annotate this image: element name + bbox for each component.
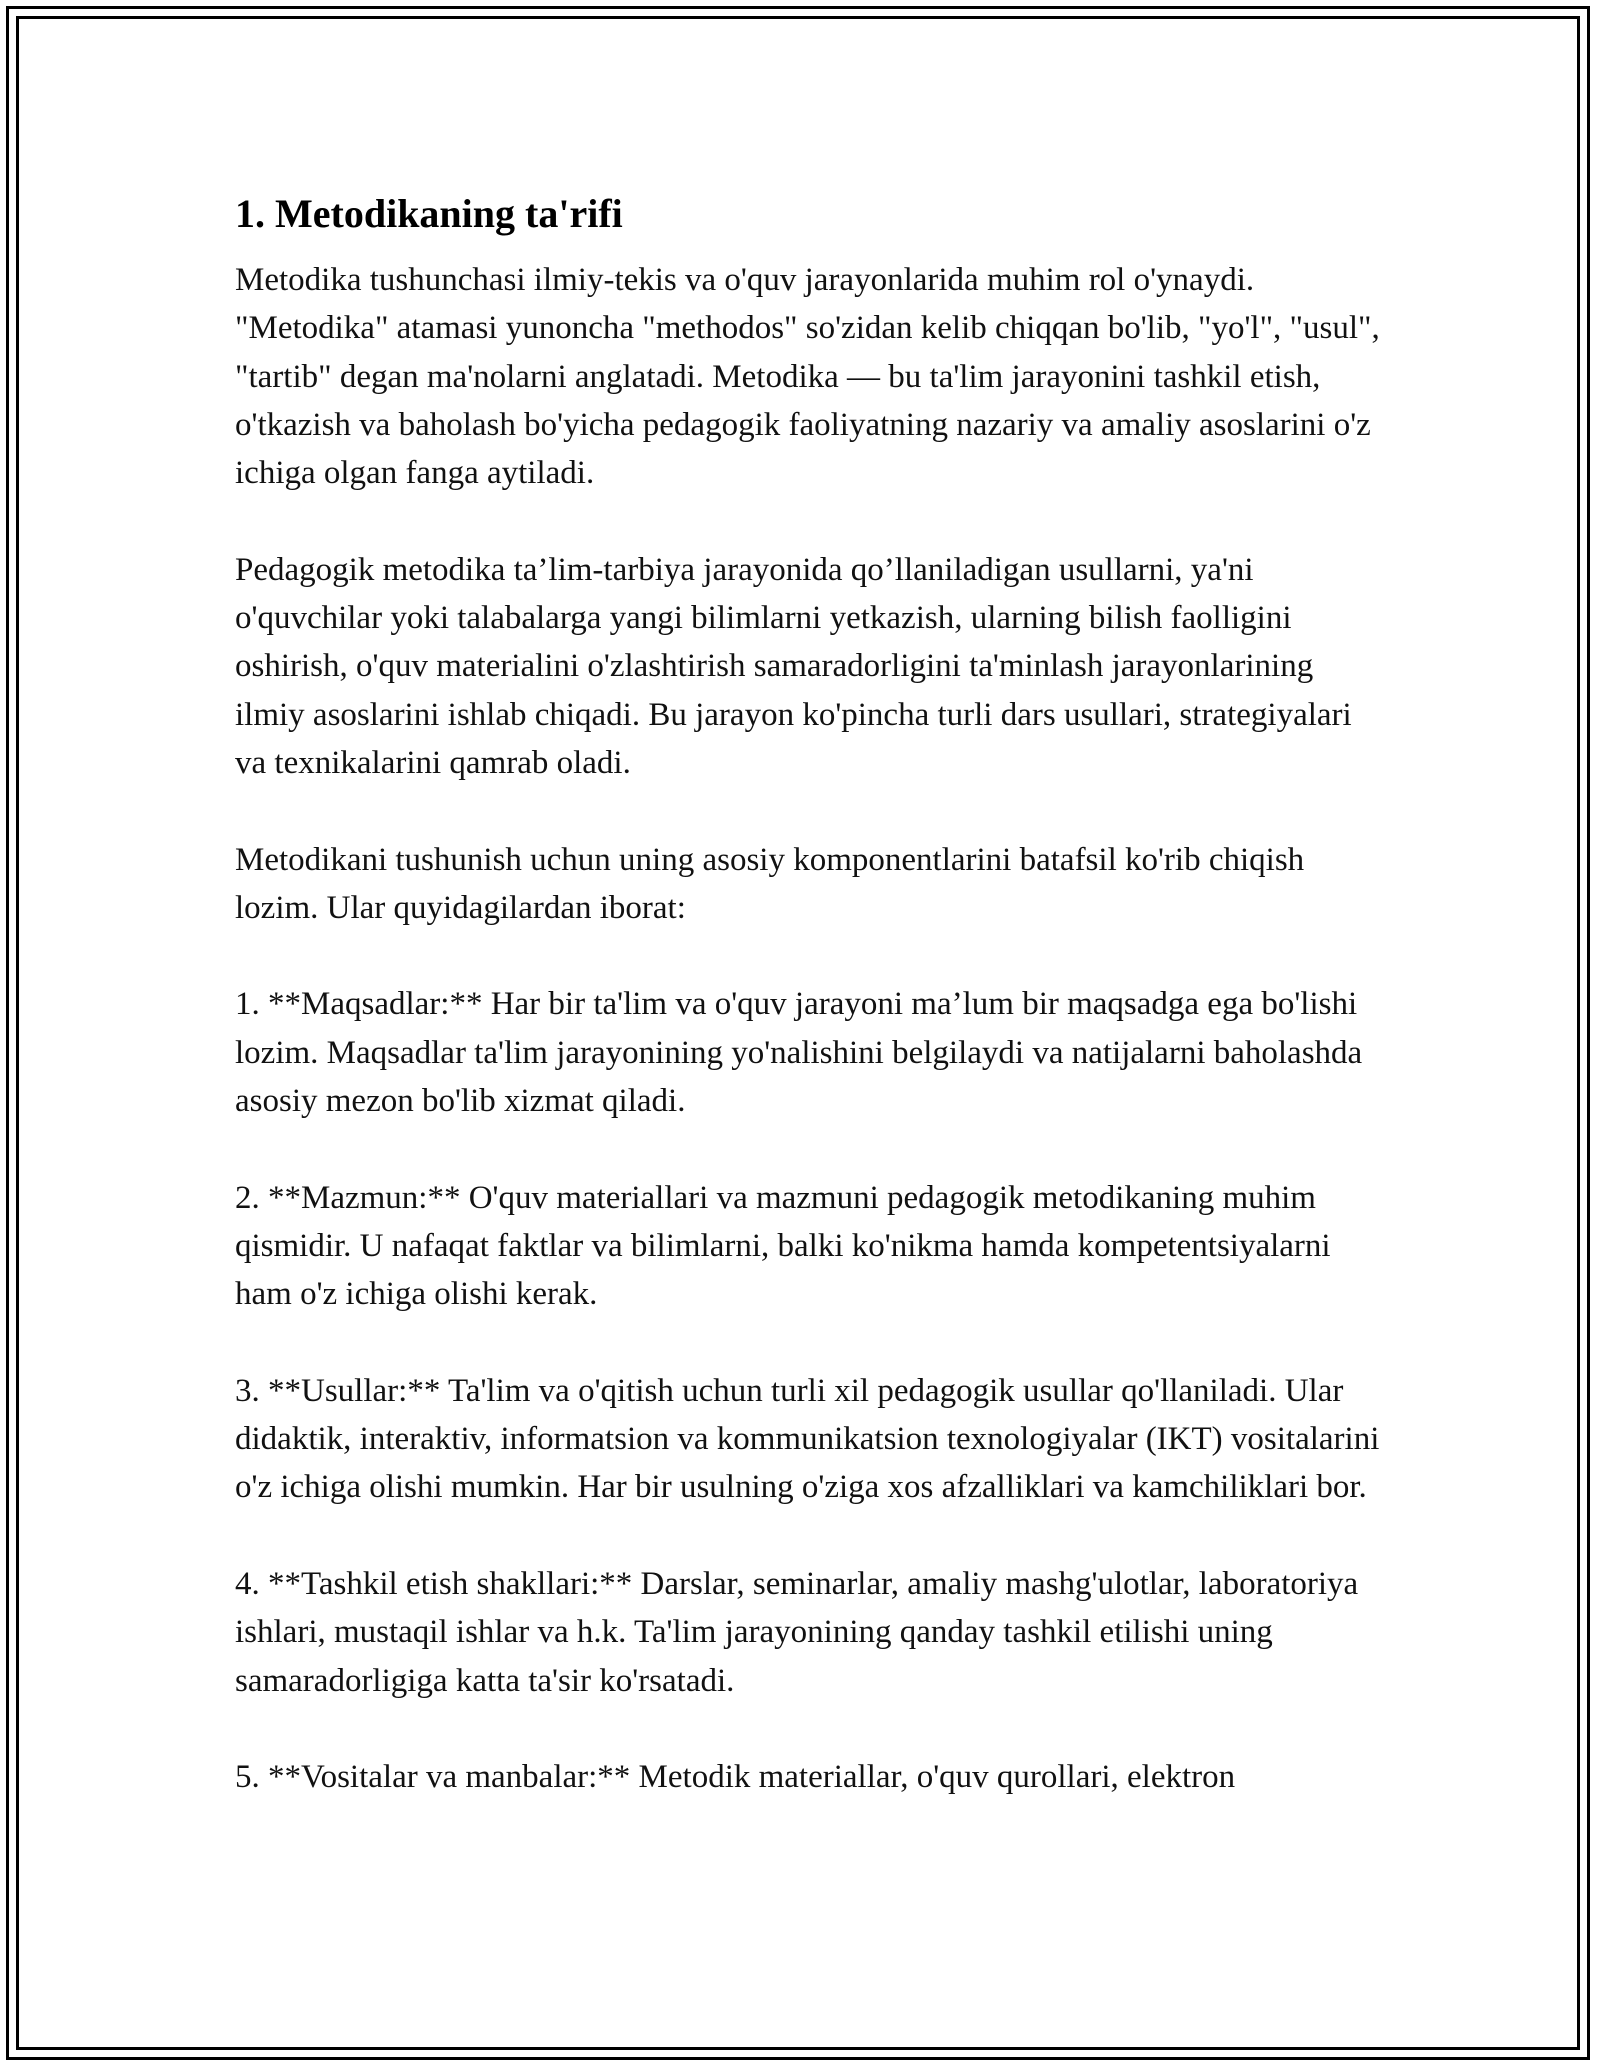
list-item-methods: 3. **Usullar:** Ta'lim va o'qitish uchun turli xil pedagogik usullar qo'llaniladi. Ular didaktik, interaktiv, informatsion va kommunikatsion texnologiyalar (IKT) vositalarini o'z ichiga olishi mumkin. Har bir usulning o'ziga xos afzalliklari va kamchiliklari bor. xyxy=(235,1372,1380,1506)
section-heading: 1. Metodikaning ta'rifi xyxy=(235,191,623,236)
paragraph-definition: Metodika tushunchasi ilmiy-tekis va o'quv jarayonlarida muhim rol o'ynaydi. "Metodika" atamasi yunoncha "methodos" so'zidan kelib chiqqan bo'lib, "yo'l", "usul", "tartib" degan ma'nolarni anglatadi. Metodika — bu ta'lim jarayonini tashkil etish, o'tkazish va baholash bo'yicha pedagogik faoliyatning nazariy va amaliy asoslarini o'z ichiga olgan fanga aytiladi. xyxy=(235,262,1380,492)
list-item-goals: 1. **Maqsadlar:** Har bir ta'lim va o'quv jarayoni ma’lum bir maqsadga ega bo'lishi lozim. Maqsadlar ta'lim jarayonining yo'nalishini belgilaydi va natijalarni baholashda asosiy mezon bo'lib xizmat qiladi. xyxy=(235,986,1363,1120)
list-item-organization-forms: 4. **Tashkil etish shakllari:** Darslar, seminarlar, amaliy mashg'ulotlar, laboratoriya ishlari, mustaqil ishlar va h.k. Ta'lim jarayonining qanday tashkil etilishi uning samaradorligiga katta ta'sir ko'rsatadi. xyxy=(235,1566,1359,1699)
paragraph-components-intro: Metodikani tushunish uchun uning asosiy komponentlarini batafsil ko'rib chiqish lozim. Ular quyidagilardan iborat: xyxy=(235,841,1305,926)
list-item-content: 2. **Mazmun:** O'quv materiallari va mazmuni pedagogik metodikaning muhim qismidir. U nafaqat faktlar va bilimlarni, balki ko'nikma hamda kompetentsiyalarni ham o'z ichiga olishi kerak. xyxy=(235,1179,1331,1313)
document-body xyxy=(235,186,1385,1802)
list-item-tools-resources: 5. **Vositalar va manbalar:** Metodik materiallar, o'quv qurollari, elektron xyxy=(235,1759,1236,1796)
paragraph-pedagogical-methodology: Pedagogik metodika ta’lim-tarbiya jarayonida qo’llaniladigan usullarni, ya'ni o'quvchilar yoki talabalarga yangi bilimlarni yetkazish, ularning bilish faolligini oshirish, o'quv materialini o'zlashtirish samaradorligini ta'minlash jarayonlarining ilmiy asoslarini ishlab chiqadi. Bu jarayon ko'pincha turli dars usullari, strategiyalari va texnikalarini qamrab oladi. xyxy=(235,551,1352,781)
